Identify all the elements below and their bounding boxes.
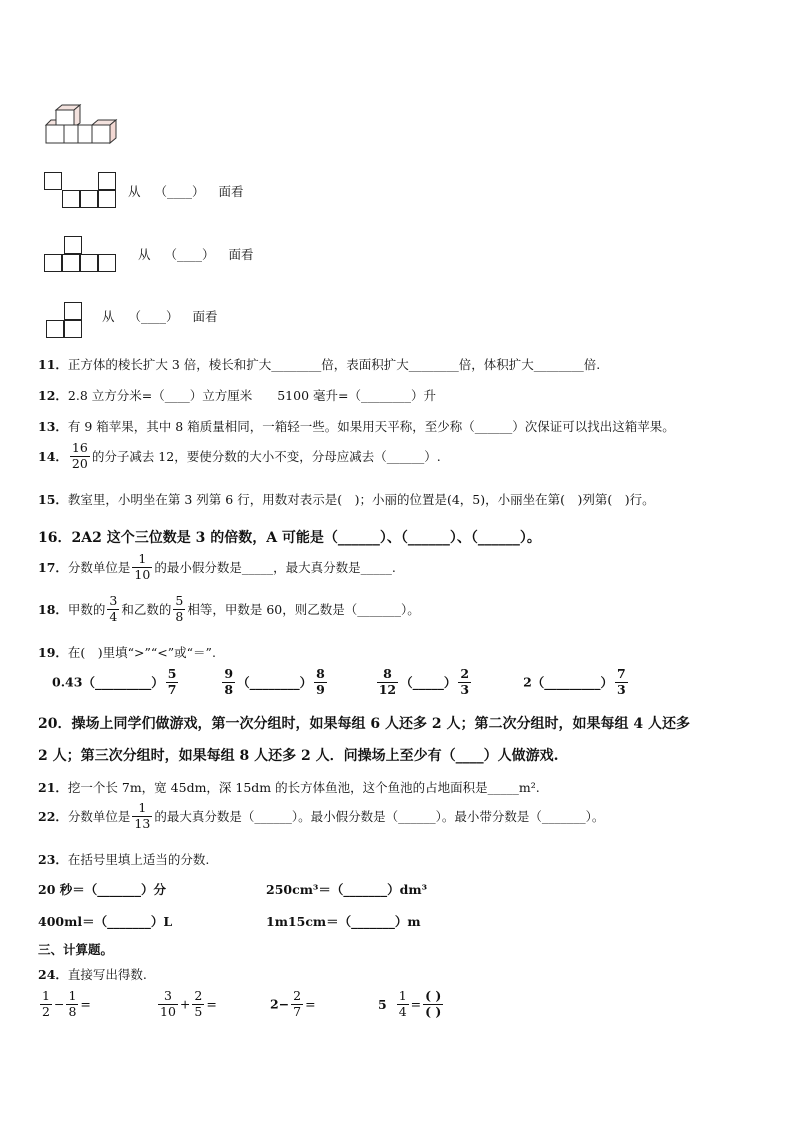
compare-row xyxy=(52,668,630,696)
view-figure-1 xyxy=(44,172,124,212)
question-number: 23． xyxy=(38,852,68,867)
question-20-line2 xyxy=(38,745,558,765)
question-number: 22． xyxy=(38,809,68,824)
question-text: 的最小假分数是_____，最大真分数是_____. xyxy=(154,560,396,575)
question-text: 正方体的棱长扩大 3 倍，棱长和扩大________倍，表面积扩大________倍，体积扩大________倍. xyxy=(67,357,601,372)
face-label: 面看 xyxy=(192,309,218,324)
fraction: $\frac{3}{4}$ xyxy=(109,593,118,624)
conversion-b: 250cm³＝（_______）dm³ xyxy=(266,882,428,897)
compare-blank[interactable]: （_____） xyxy=(400,675,457,690)
expression-2: $\frac{3}{10}$ + $\frac{2}{5}$ = xyxy=(160,988,217,1019)
question-16 xyxy=(38,527,541,547)
fraction: $\frac{5}{8}$ xyxy=(175,593,184,624)
face-label: 面看 xyxy=(218,184,244,199)
question-text: 2A2 这个三位数是 3 的倍数，A 可能是（______）、（______）、（______）。 xyxy=(71,530,541,546)
expression-4: 5 $\frac{1}{4}$ = $\frac{( )}{( )}$ xyxy=(378,988,442,1019)
question-number: 17． xyxy=(38,560,68,575)
question-number: 15． xyxy=(38,492,68,507)
question-number: 20． xyxy=(38,716,72,732)
question-text: 的分子减去 12，要使分数的大小不变，分母应减去（______）. xyxy=(91,449,441,464)
view-blank-2[interactable]: （____） xyxy=(164,247,215,262)
from-label: 从 xyxy=(128,184,141,199)
question-number: 14． xyxy=(38,449,68,464)
question-15 xyxy=(38,490,655,508)
question-number: 19． xyxy=(38,645,68,660)
question-text: 有 9 箱苹果，其中 8 箱质量相同，一箱轻一些。如果用天平称，至少称（______）次保证可以找出这箱苹果。 xyxy=(67,419,675,434)
compare-blank[interactable]: （_________） xyxy=(531,675,614,690)
question-21 xyxy=(38,778,540,796)
fraction: $\frac{1}{10}$ xyxy=(134,551,151,582)
compare-blank[interactable]: （________） xyxy=(237,675,313,690)
question-text: 的最大真分数是（______）。最小假分数是（______）。最小带分数是（_______）。 xyxy=(154,809,605,824)
view-question-1 xyxy=(128,182,244,200)
question-20 xyxy=(38,713,690,733)
question-number: 13． xyxy=(38,419,68,434)
compare-item-4: 2（_________） $\frac{7}{3}$ xyxy=(523,666,626,697)
question-text: 在括号里填上适当的分数. xyxy=(67,852,210,867)
question-number: 16． xyxy=(38,530,72,546)
question-17: 17．分数单位是 $\frac{1}{10}$ 的最小假分数是_____，最大真分数是_____. xyxy=(38,551,396,582)
section-heading: 三、计算题。 xyxy=(38,942,114,957)
cube-structure-figure xyxy=(42,103,126,149)
question-19 xyxy=(38,643,216,661)
from-label: 从 xyxy=(138,247,151,262)
view-question-3 xyxy=(102,307,218,325)
question-text: 挖一个长 7m，宽 45dm，深 15dm 的长方体鱼池，这个鱼池的占地面积是_____m². xyxy=(67,780,540,795)
question-text: 相等，甲数是 60，则乙数是（_______）。 xyxy=(187,602,420,617)
question-12 xyxy=(38,386,436,404)
conversion-c: 400ml＝（_______）L xyxy=(38,914,173,929)
answer-fraction-blank[interactable]: $\frac{( )}{( )}$ xyxy=(425,988,442,1019)
expression-1: $\frac{1}{2}$ − $\frac{1}{8}$ = xyxy=(42,988,91,1019)
question-number: 18． xyxy=(38,602,68,617)
question-number: 11． xyxy=(38,357,68,372)
question-text: 教室里，小明坐在第 3 列第 6 行，用数对表示是( )；小丽的位置是(4，5)，小丽坐在第( )列第( )行。 xyxy=(67,492,655,507)
question-number: 24． xyxy=(38,967,68,982)
question-number: 12． xyxy=(38,388,68,403)
compare-item-2: $\frac{9}{8}$ （________） $\frac{8}{9}$ xyxy=(224,666,325,697)
view-figure-3 xyxy=(44,302,94,342)
question-23 xyxy=(38,850,209,868)
compare-item-1: 0.43（_________） $\frac{5}{7}$ xyxy=(52,666,177,697)
fraction: $\frac{1}{13}$ xyxy=(134,800,151,831)
question-14 xyxy=(38,442,441,470)
question-text: 直接写出得数. xyxy=(67,967,147,982)
compare-item-3: $\frac{8}{12}$ （_____） $\frac{2}{3}$ xyxy=(378,666,470,697)
face-label: 面看 xyxy=(228,247,254,262)
fraction: $\frac{16}{20}$ xyxy=(71,440,88,471)
question-text: 在( )里填“>”“<”或“＝”. xyxy=(67,645,216,660)
compare-blank[interactable]: （_________） xyxy=(82,675,164,690)
question-11 xyxy=(38,355,600,373)
question-22: 22．分数单位是 $\frac{1}{13}$ 的最大真分数是（______）。最小假分数是（______）。最小带分数是（_______）。 xyxy=(38,800,605,831)
view-figure-2 xyxy=(44,236,124,276)
question-18: 18．甲数的 $\frac{3}{4}$ 和乙数的 $\frac{5}{8}$ 相等，甲数是 60，则乙数是（_______）。 xyxy=(38,593,420,624)
conversion-a: 20 秒＝（_______）分 xyxy=(38,882,166,897)
view-question-2 xyxy=(138,245,254,263)
view-blank-1[interactable]: （____） xyxy=(154,184,205,199)
question-text: 2 人；第三次分组时，如果每组 8 人还多 2 人．问操场上至少有（____）人做游戏. xyxy=(38,748,559,764)
conversion-d: 1m15cm＝（_______）m xyxy=(266,914,421,929)
question-text: 2.8 立方分米=（____）立方厘米 5100 毫升=（________）升 xyxy=(67,388,436,403)
question-number: 21． xyxy=(38,780,68,795)
question-13 xyxy=(38,417,675,435)
question-24 xyxy=(38,965,147,983)
from-label: 从 xyxy=(102,309,115,324)
view-blank-3[interactable]: （____） xyxy=(128,309,179,324)
expression-3: 2− $\frac{2}{7}$ = xyxy=(270,988,316,1019)
question-text: 操场上同学们做游戏，第一次分组时，如果每组 6 人还多 2 人；第二次分组时，如果每组 4 人还多 xyxy=(71,716,690,732)
